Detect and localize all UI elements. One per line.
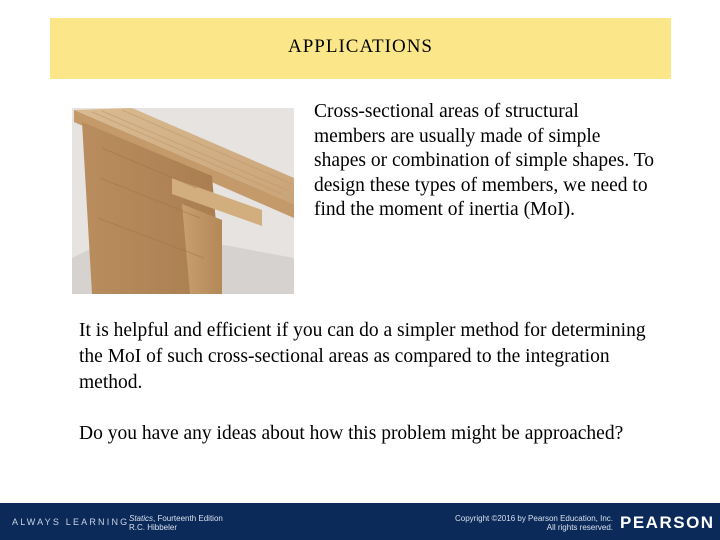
t-beam-illustration xyxy=(72,108,294,294)
footer-bar xyxy=(0,503,720,540)
book-title: Statics xyxy=(129,514,154,523)
paragraph-intro: Cross-sectional areas of structural members are usually made of simple shapes or combination of simple shapes. To design these types of members, we need to find the moment of inertia (MoI). xyxy=(314,101,655,220)
t-beam-photo xyxy=(72,108,294,294)
paragraph-method: It is helpful and efficient if you can do a simpler method for determining the MoI of such cross-sectional areas as compared to the integration method. xyxy=(79,320,646,393)
book-edition: , Fourteenth Edition xyxy=(153,514,223,523)
title-bar xyxy=(50,18,671,79)
paragraph-question: Do you have any ideas about how this problem might be approached? xyxy=(79,423,624,444)
rights-text: All rights reserved. xyxy=(546,522,613,532)
slide-title: APPLICATIONS xyxy=(287,36,434,57)
book-author: R.C. Hibbeler xyxy=(129,522,178,532)
always-learning-tagline: ALWAYS LEARNING xyxy=(12,517,130,527)
book-info xyxy=(129,515,223,532)
copyright-text: Copyright ©2016 by Pearson Education, Inc. xyxy=(455,514,613,523)
pearson-logo: PEARSON xyxy=(620,513,715,532)
copyright-info xyxy=(455,515,613,532)
